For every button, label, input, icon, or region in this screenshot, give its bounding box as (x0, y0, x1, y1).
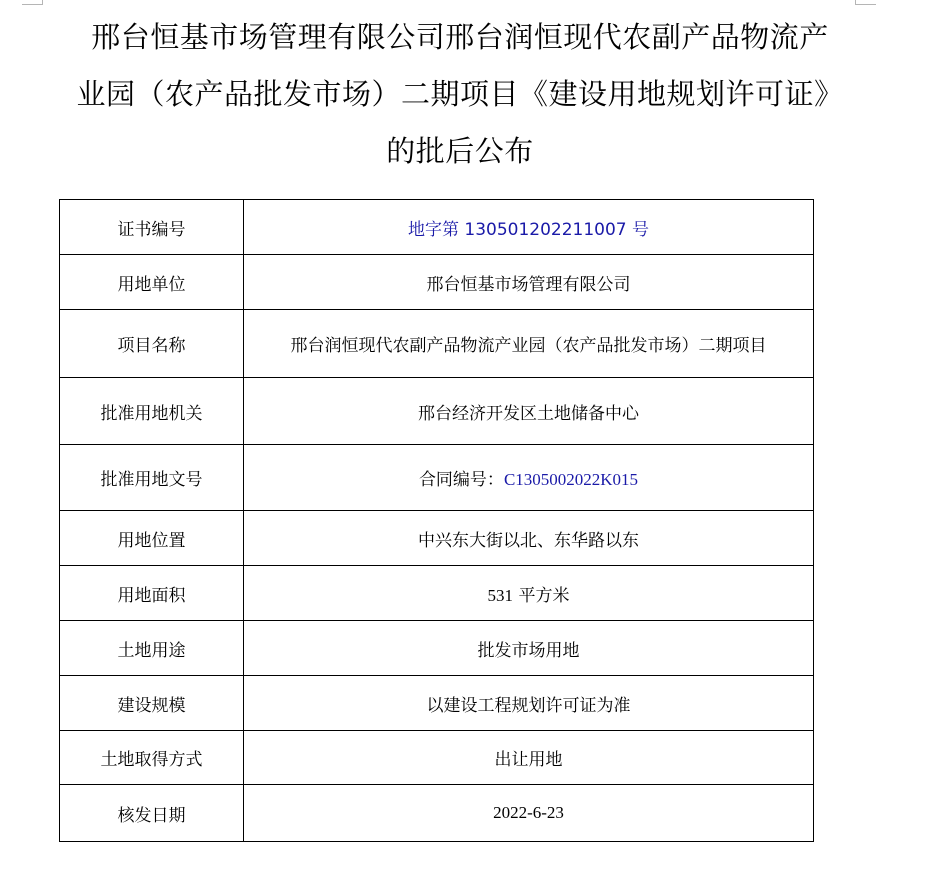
certificate-number-value: 地字第 130501202211007 号 (244, 200, 814, 255)
table-row-location (60, 511, 814, 566)
certificate-number-label: 证书编号 (60, 200, 244, 255)
document-title (40, 9, 880, 180)
table-row-issue-date (60, 785, 814, 842)
table-row-project-name (60, 310, 814, 378)
title-line-1: 邢台恒基市场管理有限公司邢台润恒现代农副产品物流产 (91, 20, 829, 54)
table-row-construction-scale (60, 676, 814, 731)
area-label: 用地面积 (60, 566, 244, 621)
area-cell (244, 566, 814, 621)
area-unit: 平方米 (513, 585, 570, 606)
construction-scale-label: 建设规模 (60, 676, 244, 731)
project-name-value: 邢台润恒现代农副产品物流产业园（农产品批发市场）二期项目 (244, 310, 814, 378)
table-row-certificate-number (60, 200, 814, 255)
table-row-approval-authority (60, 378, 814, 445)
table-row-area (60, 566, 814, 621)
issue-date-value: 2022-6-23 (244, 785, 814, 842)
approval-authority-label: 批准用地机关 (60, 378, 244, 445)
location-label: 用地位置 (60, 511, 244, 566)
project-name-label: 项目名称 (60, 310, 244, 378)
acquisition-method-value: 出让用地 (244, 731, 814, 785)
approval-document-cell (244, 445, 814, 511)
table-row-land-unit (60, 255, 814, 310)
approval-document-label: 批准用地文号 (60, 445, 244, 511)
table-row-approval-document (60, 445, 814, 511)
approval-document-value: C1305002022K015 (503, 470, 639, 489)
acquisition-method-label: 土地取得方式 (60, 731, 244, 785)
land-unit-value: 邢台恒基市场管理有限公司 (244, 255, 814, 310)
permit-info-table (59, 199, 814, 842)
land-use-value: 批发市场用地 (244, 621, 814, 676)
table-row-acquisition-method (60, 731, 814, 785)
page-corner-mark-left (22, 0, 43, 5)
title-line-2: 业园（农产品批发市场）二期项目《建设用地规划许可证》 (76, 77, 844, 111)
construction-scale-value: 以建设工程规划许可证为准 (244, 676, 814, 731)
location-value: 中兴东大街以北、东华路以东 (244, 511, 814, 566)
land-use-label: 土地用途 (60, 621, 244, 676)
title-line-3: 的批后公布 (386, 134, 534, 168)
approval-document-prefix: 合同编号： (418, 470, 504, 490)
land-unit-label: 用地单位 (60, 255, 244, 310)
issue-date-label: 核发日期 (60, 785, 244, 842)
approval-authority-value: 邢台经济开发区土地储备中心 (244, 378, 814, 445)
table-row-land-use (60, 621, 814, 676)
page-corner-mark-right (855, 0, 876, 5)
area-number: 531 (487, 585, 514, 605)
